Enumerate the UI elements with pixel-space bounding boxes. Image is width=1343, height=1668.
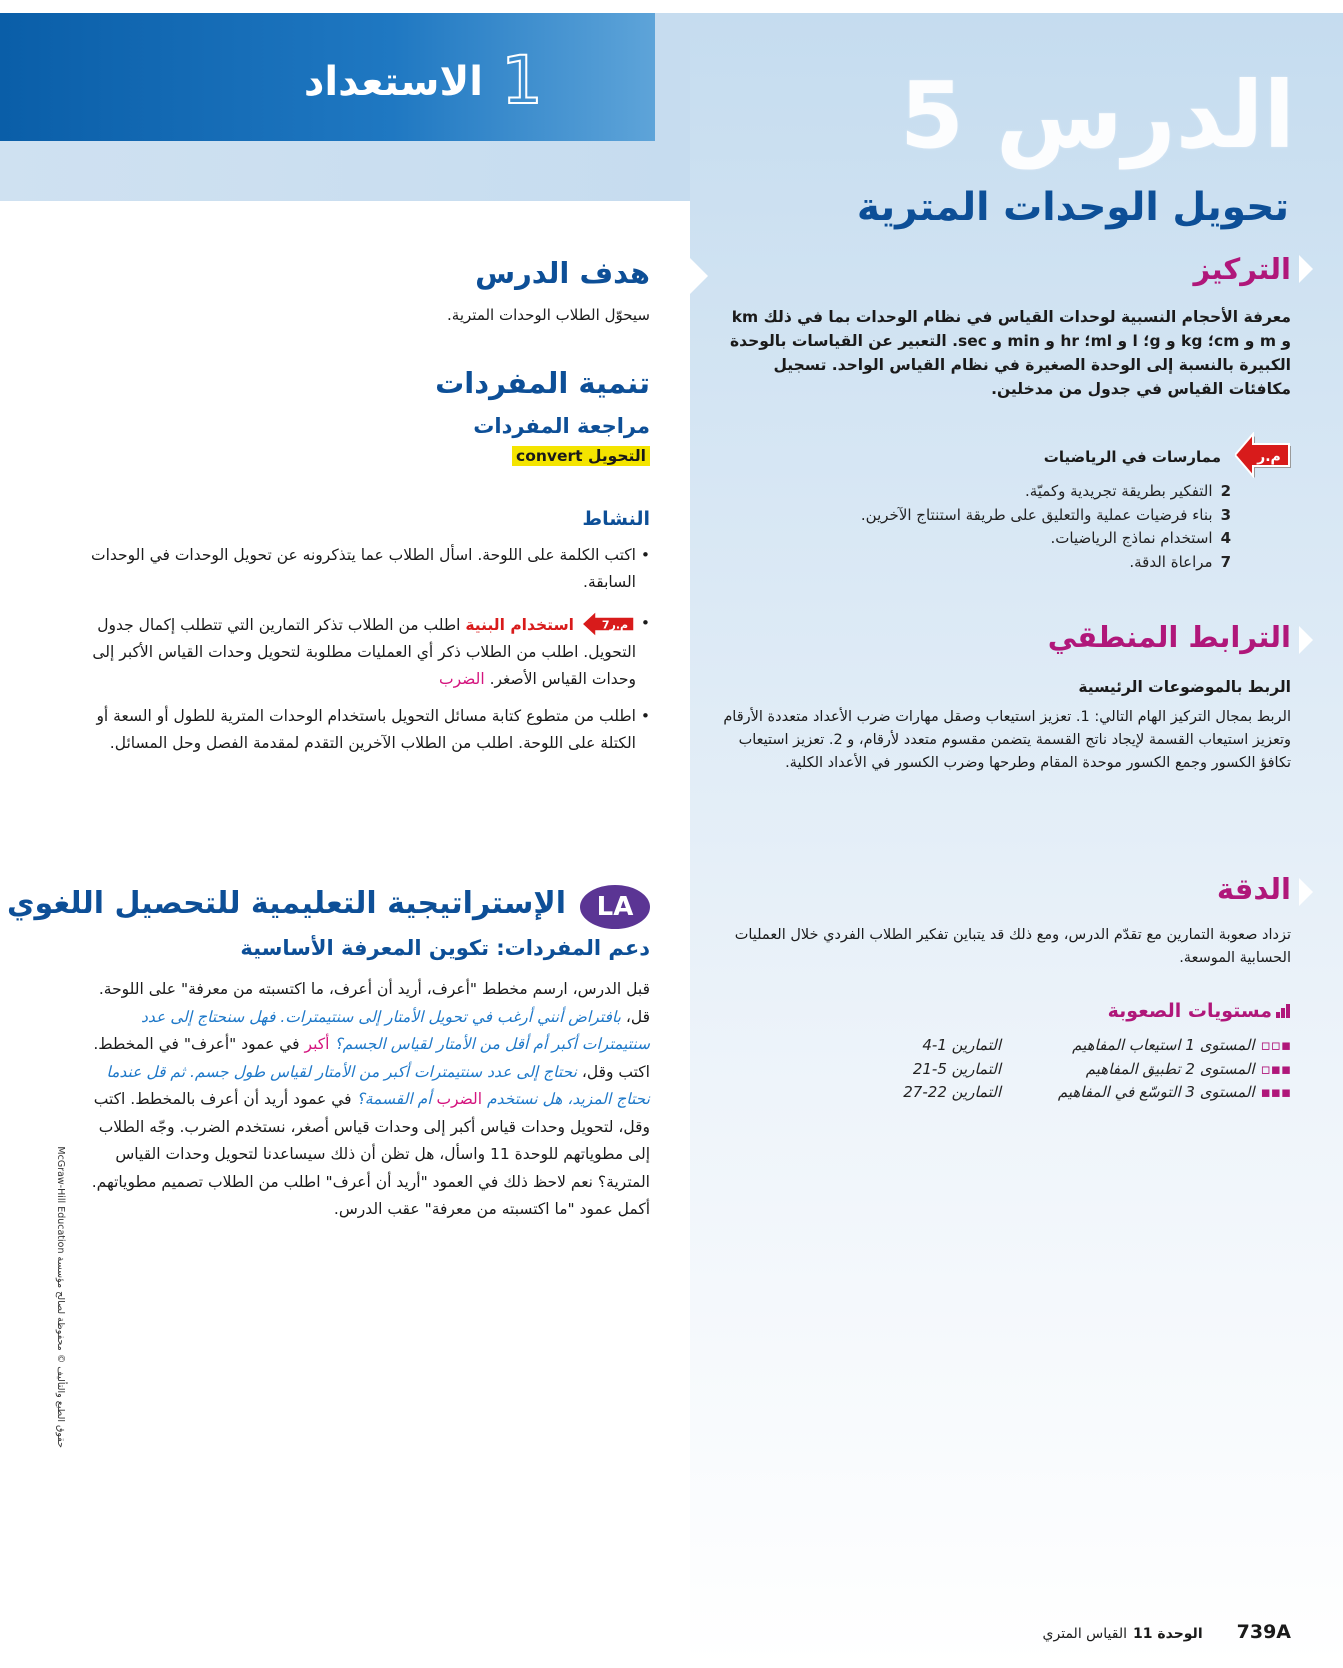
la-badge: LA xyxy=(580,885,650,929)
level-name: ▪▪▫المستوى 2 تطبيق المفاهيم xyxy=(1085,1059,1291,1078)
math-practices-label: ممارسات في الرياضيات xyxy=(1043,448,1221,466)
level-name: ▪▪▪المستوى 3 التوسّع في المفاهيم xyxy=(1057,1083,1291,1101)
activity-list xyxy=(90,542,650,757)
coherence-text: الربط بمجال التركيز الهام التالي: 1. تعزيز استيعاب وصقل مهارات ضرب الأعداد متعددة الأرقام وتعزيز استيعاب القسمة لإيجاد ناتج القسمة يتضمن مقسوم متعدد لأرقام، و 2. تعزيز استيعاب تكافؤ الكسور وجمع الكسور موحدة المقام وطرحها وضرب الكسور في الأعداد الكلية. xyxy=(723,709,1291,771)
practice-number: 2 xyxy=(1220,482,1231,500)
level-row xyxy=(731,1081,1291,1105)
focus-heading: التركيز xyxy=(1193,252,1291,286)
prep-number: 1 xyxy=(501,42,543,119)
lesson-title: تحويل الوحدات المترية xyxy=(856,185,1289,230)
activity-bullet: • اطلب من متطوع كتابة مسائل التحويل باستخدام الوحدات المترية للطول أو السعة أو الكتلة على اللوحة. اطلب من الطلاب الآخرين التقدم لمقدمة الفصل وحل المسائل. xyxy=(90,703,650,757)
level-exercises: التمارين 5-21 xyxy=(912,1059,1001,1078)
level-exercises: التمارين 1-4 xyxy=(922,1036,1001,1054)
la-paragraph: قبل الدرس، ارسم مخطط "أعرف، أريد أن أعرف، ما اكتسبته من معرفة" على اللوحة. قل، بافتراض أنني أرغب في تحويل الأمتار إلى سنتيمترات. فهل سنحتاج إلى عدد سنتيمترات أكبر أم أقل من الأمتار لقياس الجسم؟ أكبر في عمود "أعرف" في المخطط. اكتب وقل، نحتاج إلى عدد سنتيمترات أكبر من الأمتار لقياس طول جسم. ثم قل عندما نحتاج المزيد، هل نستخدم الضرب أم القسمة؟ في عمود أريد أن أعرف بالمخطط. اكتب وقل، لتحويل وحدات قياس أكبر إلى وحدات قياس أصغر، نستخدم الضرب. وجّه الطلاب إلى مطوياتهم للوحدة 11 واسأل، هل تظن أن ذلك سيساعدنا لتحويل وحدات القياس المترية؟ نعم لاحظ ذلك في العمود "أريد أن أعرف" اطلب من الطلاب تصميم مطوياتهم. أكمل عمود "ما اكتسبته من معرفة" عقب الدرس. xyxy=(91,980,650,1218)
coherence-arrow-icon xyxy=(1299,626,1313,654)
practice-text: بناء فرضيات عملية والتعليق على طريقة استنتاج الآخرين. xyxy=(860,505,1213,524)
arrow-notch xyxy=(690,258,708,294)
levels-bars-icon xyxy=(1276,1001,1291,1023)
objective-text: سيحوّل الطلاب الوحدات المترية. xyxy=(447,306,650,324)
coherence-heading: الترابط المنطقي xyxy=(1047,620,1291,654)
practice-item xyxy=(711,551,1231,575)
mp7-badge-icon xyxy=(582,610,636,638)
coherence-subheading: الربط بالموضوعات الرئيسية xyxy=(1078,678,1291,696)
prep-heading xyxy=(163,42,543,119)
structure-lead: استخدام البنية xyxy=(465,616,574,634)
level-exercises: التمارين 22-27 xyxy=(903,1083,1001,1101)
levels-heading xyxy=(1108,1000,1291,1023)
copyright-credit: حقوق الطبع والتأليف © محفوظة لصالح مؤسسة McGraw-Hill Education xyxy=(55,1146,66,1448)
practice-number: 3 xyxy=(1220,505,1231,524)
structure-answer: الضرب xyxy=(439,670,485,688)
practice-text: استخدام نماذج الرياضيات. xyxy=(1050,529,1213,547)
vocab-subheading: مراجعة المفردات xyxy=(473,414,650,438)
rigor-text: تزداد صعوبة التمارين مع تقدّم الدرس، ومع ذلك قد يتباين تفكير الطلاب الفردي خلال العمليات الحسابية الموسعة. xyxy=(734,927,1291,966)
practice-item xyxy=(711,527,1231,551)
levels-heading-text: مستويات الصعوبة xyxy=(1107,1000,1272,1022)
practice-text: التفكير بطريقة تجريدية وكميّة. xyxy=(1024,482,1213,500)
vocab-heading: تنمية المفردات xyxy=(435,366,650,400)
focus-arrow-icon xyxy=(1299,255,1313,283)
vocab-term: التحويل convert xyxy=(512,446,650,466)
levels-table xyxy=(731,1034,1291,1105)
page-footer xyxy=(1043,1621,1291,1643)
practice-number: 4 xyxy=(1220,529,1231,547)
la-title: الإستراتيجية التعليمية للتحصيل اللغوي xyxy=(7,886,566,921)
practice-item xyxy=(711,504,1231,528)
structure-text: اطلب من الطلاب تذكر التمارين التي تتطلب إكمال جدول التحويل. اطلب من الطلاب ذكر أي العمليات مطلوبة لتحويل وحدات القياس الأكبر إلى وحدات القياس الأصغر. xyxy=(92,616,636,688)
objective-heading: هدف الدرس xyxy=(475,256,650,290)
focus-text: معرفة الأحجام النسبية لوحدات القياس في نظام الوحدات بما في ذلك km و m و cm؛ kg و g؛ l و ml؛ hr و min و sec. التعبير عن القياسات بالوحدة الكبيرة بالنسبة إلى الوحدة الصغيرة في نظام القياس الواحد. تسجيل مكافئات القياس في جدول من مدخلين. xyxy=(729,308,1291,398)
practice-item xyxy=(711,480,1231,504)
level-name: ▪▫▫المستوى 1 استيعاب المفاهيم xyxy=(1072,1036,1291,1054)
lesson-label: الدرس 5 xyxy=(899,62,1295,169)
footer-unit-title: القياس المتري xyxy=(1042,1626,1127,1642)
activity-bullet xyxy=(90,610,650,693)
rigor-heading: الدقة xyxy=(1216,872,1291,906)
footer-unit: الوحدة 11 xyxy=(1132,1626,1203,1642)
practice-text: مراعاة الدقة. xyxy=(1129,552,1213,571)
mp-badge-text: م.ر xyxy=(1257,449,1281,465)
rigor-arrow-icon xyxy=(1299,878,1313,906)
activity-heading: النشاط xyxy=(582,508,650,530)
level-row xyxy=(731,1058,1291,1082)
activity-bullet: • اكتب الكلمة على اللوحة. اسأل الطلاب عما يتذكرونه عن تحويل الوحدات في الوحدات السابقة. xyxy=(90,542,650,596)
page-number: 739A xyxy=(1236,1621,1291,1643)
prep-title: الاستعداد xyxy=(303,59,483,105)
la-subtitle: دعم المفردات: تكوين المعرفة الأساسية xyxy=(240,936,650,960)
math-practices-list xyxy=(711,480,1231,574)
practice-number: 7 xyxy=(1220,552,1231,571)
mp7-badge-text: • م.ر7 xyxy=(601,618,629,632)
math-practices-badge-icon xyxy=(1235,432,1291,478)
level-row xyxy=(731,1034,1291,1058)
